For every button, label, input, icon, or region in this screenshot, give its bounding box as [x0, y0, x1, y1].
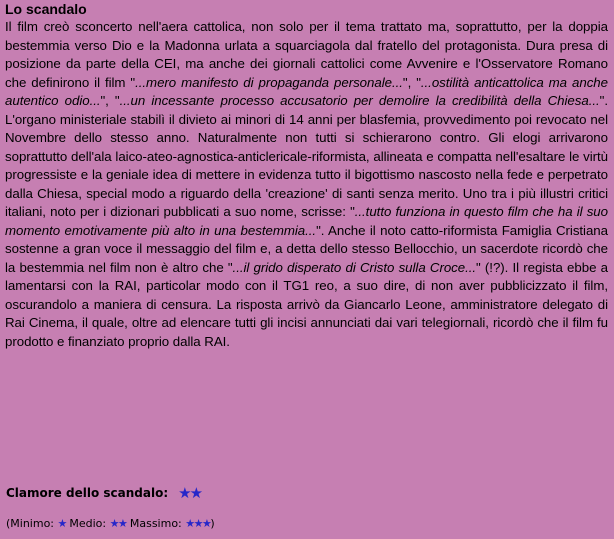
quoted-text: ...tutto funziona in questo film che ha il suo momento emotivamente più alto in una bestemmia...: [5, 204, 608, 238]
body-text-segment: " (!?). Il regista ebbe a lamentarsi con la RAI, particolar modo con il TG1 reo, a suo dire, di non aver pubblicizzato il film, oscurandolo a maniera di censura. La risposta arrivò da Giancarlo Leone, amministratore delegato di Rai Cinema, il quale, oltre ad elencare tutti gli incisi annunciati dai vari telegiornali, ricordò che il film fu prodotto e finanziato proprio dalla RAI.: [5, 259, 608, 349]
body-text-segment: Il film creò sconcerto nell'aera cattolica, non solo per il tema trattato ma, soprattutto, per la doppia bestemmia verso Dio e la Madonna urlata a squarciagola dal fratello del protagonista. Dura presa di posizione da parte della CEI, ma anche dei giornali cattolici come Avvenire e l'Osservatore Romano che definirono il film ": [5, 19, 608, 90]
legend-medio-label: Medio:: [65, 517, 110, 530]
quoted-text: ...un incessante processo accusatorio per demolire la credibilità della Chiesa...: [119, 93, 600, 108]
section-title: Lo scandalo: [5, 1, 87, 17]
rating-label: Clamore dello scandalo:: [6, 486, 169, 500]
legend-close: ): [210, 517, 215, 530]
scandal-rating: [6, 484, 201, 502]
rating-stars-icon: ★★: [178, 484, 202, 502]
quoted-text: ...ostilità anticattolica ma anche autentico odio...: [5, 74, 608, 108]
legend-max-stars-icon: ★★★: [185, 517, 211, 530]
article-body: [5, 18, 608, 351]
legend-max-label: Massimo:: [126, 517, 186, 530]
quoted-text: ...mero manifesto di propaganda personale...: [135, 74, 403, 90]
legend-min-star-icon: ★: [57, 517, 66, 530]
body-text-segment: ". Anche il noto catto-riformista Famiglia Cristiana sostenne a gran voce il messaggio del film e, a detta dello stesso Bellocchio, un sacerdote ricordò che la bestemmia nel film non è altro che ": [5, 222, 608, 275]
legend-medio-stars-icon: ★★: [109, 517, 127, 530]
body-text-segment: ", ": [100, 93, 120, 108]
body-text-segment: ". L'organo ministeriale stabilì il divieto ai minori di 14 anni per blasfemia, provvedimento poi revocato nel Novembre dello stesso anno. Naturalmente non tutti si schierarono contro. Gli elogi arrivarono soprattutto dell'ala laico-ateo-agnostica-anticlericale-riformista, allineata e compatta nell'esaltare le virtù progressiste e la geniale idea di mettere in evidenza tutto il bigottismo nascosto nella fede e perpetrato dalla Chiesa, special modo a riguardo della 'creazione' di santi senza merito. Uno tra i più illustri critici italiani, noto per i dizionari pubblicati a suo nome, scrisse: ": [5, 93, 608, 219]
quoted-text: ...il grido disperato di Cristo sulla Croce...: [232, 259, 477, 275]
legend-open: (Minimo:: [6, 517, 58, 530]
body-text-segment: ", ": [402, 74, 421, 90]
rating-legend: [6, 517, 215, 530]
